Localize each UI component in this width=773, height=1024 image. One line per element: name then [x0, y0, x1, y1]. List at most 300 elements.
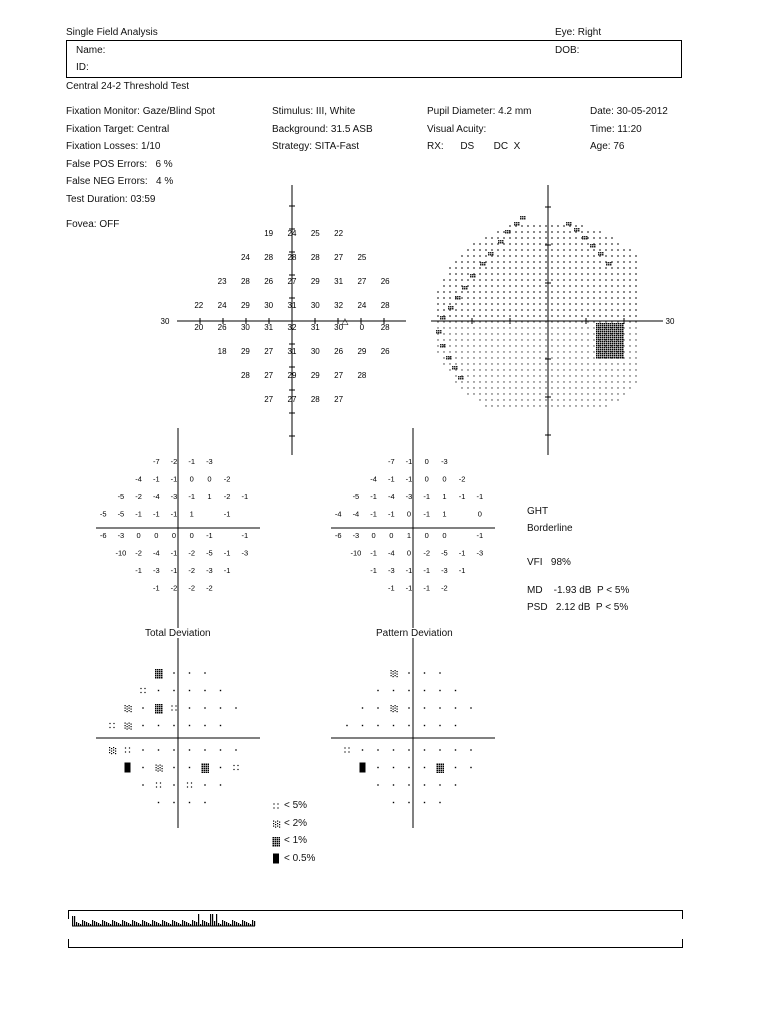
- grayscale-dot: [449, 279, 451, 281]
- symbol-normal: [220, 690, 221, 691]
- grayscale-blindspot: [614, 331, 616, 333]
- grayscale-dot: [527, 381, 528, 382]
- grayscale-dot: [551, 291, 553, 293]
- grayscale-dot: [551, 369, 552, 370]
- grayscale-blindspot: [618, 331, 620, 333]
- symbol-p1: [206, 772, 208, 774]
- grayscale-dot: [569, 303, 571, 305]
- grayscale-dot: [557, 291, 559, 293]
- total-deviation-value: -3: [206, 457, 213, 466]
- grayscale-hatch: [570, 222, 572, 224]
- symbol-p2: [397, 711, 398, 712]
- grayscale-dot: [551, 345, 552, 346]
- total-deviation-value: 1: [189, 509, 194, 519]
- grayscale-dot: [479, 393, 480, 394]
- grayscale-dot: [599, 381, 600, 382]
- threshold-value: 0: [359, 323, 365, 332]
- grayscale-dot: [575, 291, 577, 293]
- threshold-value: 27: [287, 395, 297, 404]
- grayscale-dot: [623, 303, 625, 305]
- grayscale-dot: [539, 399, 540, 400]
- grayscale-dot: [527, 315, 529, 317]
- threshold-value: 30: [240, 323, 250, 332]
- grayscale-dot: [563, 303, 565, 305]
- pattern-deviation-value: -1: [370, 509, 377, 519]
- grayscale-blindspot: [602, 333, 604, 335]
- grayscale-dot: [629, 285, 631, 287]
- grayscale-dot: [527, 399, 528, 400]
- grayscale-dot: [557, 261, 559, 263]
- grayscale-dot: [509, 273, 511, 275]
- grayscale-dot: [521, 261, 523, 263]
- grayscale-dot: [557, 231, 559, 233]
- grayscale-hatch: [456, 366, 458, 368]
- grayscale-dot: [497, 261, 499, 263]
- grayscale-dot: [473, 315, 475, 317]
- grayscale-dot: [599, 375, 600, 376]
- symbol-p1: [157, 704, 159, 706]
- grayscale-blindspot: [612, 357, 614, 359]
- grayscale-dot: [569, 405, 570, 406]
- grayscale-dot: [635, 345, 636, 346]
- grayscale-hatch: [516, 224, 518, 226]
- grayscale-dot: [515, 237, 517, 239]
- symbol-p5: [125, 751, 126, 752]
- grayscale-hatch: [505, 230, 507, 232]
- threshold-value: 29: [240, 347, 250, 356]
- grayscale-dot: [479, 345, 480, 346]
- symbol-normal: [408, 784, 409, 785]
- grayscale-blindspot: [616, 323, 618, 325]
- grayscale-dot: [581, 393, 582, 394]
- symbol-p2: [113, 747, 114, 748]
- grayscale-blindspot: [618, 339, 620, 341]
- grayscale-dot: [581, 249, 583, 251]
- grayscale-blindspot: [608, 357, 610, 359]
- grayscale-dot: [533, 291, 535, 293]
- grayscale-dot: [461, 339, 462, 340]
- grayscale-dot: [569, 357, 570, 358]
- threshold-value: 25: [357, 253, 367, 262]
- grayscale-blindspot: [608, 353, 610, 355]
- grayscale-dot: [551, 261, 553, 263]
- grayscale-dot: [575, 405, 576, 406]
- pattern-deviation-value: -3: [441, 566, 448, 575]
- grayscale-dot: [449, 369, 450, 370]
- grayscale-blindspot: [622, 339, 624, 341]
- symbol-p1: [273, 839, 275, 841]
- grayscale-dot: [551, 231, 553, 233]
- grayscale-dot: [473, 309, 475, 311]
- grayscale-dot: [581, 279, 583, 281]
- grayscale-dot: [515, 327, 516, 328]
- symbol-p2: [162, 766, 163, 767]
- ght-label: GHT: [527, 506, 549, 517]
- grayscale-dot: [605, 387, 606, 388]
- grayscale-blindspot: [604, 347, 606, 349]
- grayscale-dot: [467, 321, 468, 322]
- grayscale-dot: [587, 243, 589, 245]
- grayscale-blindspot: [620, 345, 622, 347]
- threshold-value: 26: [217, 323, 227, 332]
- grayscale-blindspot: [604, 337, 606, 339]
- grayscale-dot: [437, 339, 438, 340]
- grayscale-dot: [563, 315, 565, 317]
- grayscale-dot: [473, 381, 474, 382]
- symbol-normal: [408, 690, 409, 691]
- grayscale-dot: [569, 279, 571, 281]
- threshold-value: 27: [357, 277, 367, 286]
- grayscale-hatch: [460, 376, 462, 378]
- grayscale-dot: [593, 231, 595, 233]
- symbol-p5: [113, 723, 114, 724]
- grayscale-blindspot: [616, 327, 618, 329]
- symbol-p2: [160, 770, 161, 771]
- grayscale-dot: [635, 363, 636, 364]
- symbol-normal: [204, 802, 205, 803]
- grayscale-hatch: [442, 316, 444, 318]
- symbol-p1: [275, 845, 277, 847]
- symbol-normal: [362, 749, 363, 750]
- grayscale-blindspot: [602, 347, 604, 349]
- grayscale-blindspot: [614, 335, 616, 337]
- grayscale-dot: [467, 357, 468, 358]
- grayscale-dot: [515, 405, 516, 406]
- pattern-deviation-value: -1: [458, 548, 466, 558]
- symbol-p5: [125, 747, 126, 748]
- total-deviation-value: -2: [206, 583, 213, 593]
- grayscale-blindspot: [606, 355, 608, 357]
- grayscale-dot: [551, 237, 553, 239]
- grayscale-dot: [509, 363, 510, 364]
- grayscale-dot: [569, 375, 570, 376]
- grayscale-dot: [635, 369, 636, 370]
- grayscale-blindspot: [600, 349, 602, 351]
- id-label: ID:: [76, 62, 89, 73]
- grayscale-blindspot: [600, 341, 602, 343]
- grayscale-dot: [509, 351, 510, 352]
- symbol-p1: [157, 712, 159, 714]
- pattern-deviation-value: 0: [442, 531, 447, 540]
- grayscale-blindspot: [602, 325, 604, 327]
- symbol-p2: [395, 705, 396, 706]
- grayscale-dot: [437, 351, 438, 352]
- grayscale-dot: [623, 387, 624, 388]
- grayscale-blindspot: [614, 337, 616, 339]
- grayscale-blindspot: [618, 329, 620, 331]
- symbol-normal: [173, 749, 174, 750]
- grayscale-dot: [545, 261, 547, 263]
- grayscale-dot: [461, 273, 463, 275]
- grayscale-dot: [485, 285, 487, 287]
- grayscale-dot: [515, 261, 517, 263]
- grayscale-blindspot: [596, 323, 598, 325]
- grayscale-dot: [635, 255, 637, 257]
- grayscale-dot: [467, 387, 468, 388]
- symbol-p1: [443, 772, 445, 774]
- grayscale-blindspot: [598, 345, 600, 347]
- grayscale-dot: [533, 369, 534, 370]
- grayscale-dot: [437, 315, 439, 317]
- pattern-deviation-value: 0: [371, 531, 376, 540]
- grayscale-dot: [449, 327, 450, 328]
- grayscale-dot: [539, 279, 541, 281]
- grayscale-dot: [611, 381, 612, 382]
- symbol-p2: [125, 708, 126, 709]
- grayscale-dot: [623, 249, 625, 251]
- symbol-p2: [131, 729, 132, 730]
- grayscale-dot: [563, 249, 565, 251]
- symbol-p5: [156, 786, 157, 787]
- grayscale-dot: [599, 309, 601, 311]
- symbol-p1: [155, 708, 157, 710]
- grayscale-dot: [539, 405, 540, 406]
- grayscale-dot: [515, 387, 516, 388]
- symbol-p1: [279, 841, 281, 843]
- symbol-normal: [204, 690, 205, 691]
- grayscale-hatch: [492, 252, 494, 254]
- grayscale-dot: [617, 309, 619, 311]
- symbol-p2: [395, 673, 396, 674]
- symbol-p05: [273, 854, 279, 864]
- grayscale-dot: [545, 225, 547, 227]
- symbol-p2: [158, 771, 159, 772]
- threshold-value: 22: [334, 229, 344, 238]
- grayscale-hatch: [592, 244, 594, 246]
- grayscale-dot: [617, 267, 619, 269]
- grayscale-dot: [455, 273, 457, 275]
- grayscale-hatch: [444, 316, 446, 318]
- grayscale-dot: [521, 303, 523, 305]
- grayscale-dot: [623, 261, 625, 263]
- grayscale-dot: [569, 351, 570, 352]
- grayscale-dot: [485, 333, 486, 334]
- symbol-p1: [437, 768, 439, 770]
- grayscale-dot: [527, 321, 528, 322]
- threshold-value: 23: [217, 277, 227, 286]
- grayscale-dot: [593, 393, 594, 394]
- grayscale-dot: [437, 333, 438, 334]
- grayscale-dot: [575, 351, 576, 352]
- grayscale-dot: [551, 321, 552, 322]
- symbol-p5: [129, 751, 130, 752]
- grayscale-dot: [539, 303, 541, 305]
- grayscale-blindspot: [608, 327, 610, 329]
- grayscale-dot: [629, 363, 630, 364]
- symbol-p2: [395, 670, 396, 671]
- grayscale-dot: [587, 249, 589, 251]
- grayscale-dot: [449, 315, 451, 317]
- symbol-normal: [204, 725, 205, 726]
- symbol-p2: [129, 725, 130, 726]
- grayscale-dot: [575, 387, 576, 388]
- pattern-deviation-value: -1: [458, 492, 466, 501]
- grayscale-dot: [455, 309, 457, 311]
- grayscale-blindspot: [596, 335, 598, 337]
- grayscale-dot: [557, 321, 558, 322]
- symbol-normal: [424, 784, 425, 785]
- grayscale-dot: [485, 357, 486, 358]
- symbol-normal: [158, 690, 159, 691]
- grayscale-dot: [593, 351, 594, 352]
- grayscale-dot: [587, 267, 589, 269]
- grayscale-hatch: [524, 218, 526, 220]
- grayscale-dot: [533, 345, 534, 346]
- grayscale-dot: [629, 375, 630, 376]
- grayscale-dot: [467, 249, 469, 251]
- grayscale-dot: [611, 237, 613, 239]
- symbol-p2: [131, 709, 132, 710]
- grayscale-blindspot: [622, 355, 624, 357]
- grayscale-dot: [485, 249, 487, 251]
- grayscale-dot: [545, 255, 547, 257]
- grayscale-dot: [479, 267, 481, 269]
- grayscale-dot: [521, 297, 523, 299]
- grayscale-blindspot: [600, 357, 602, 359]
- grayscale-blindspot: [596, 339, 598, 341]
- grayscale-dot: [551, 303, 553, 305]
- grayscale-dot: [473, 255, 475, 257]
- total-deviation-value: -3: [241, 548, 249, 558]
- grayscale-dot: [611, 321, 612, 322]
- symbol-p2: [109, 752, 110, 753]
- grayscale-blindspot: [610, 343, 612, 345]
- grayscale-dot: [617, 315, 619, 317]
- grayscale-dot: [491, 387, 492, 388]
- grayscale-dot: [557, 399, 558, 400]
- pattern-deviation-value: -3: [405, 492, 413, 501]
- grayscale-dot: [479, 315, 481, 317]
- grayscale-dot: [593, 387, 594, 388]
- grayscale-dot: [587, 387, 588, 388]
- grayscale-dot: [545, 375, 546, 376]
- grayscale-dot: [545, 333, 546, 334]
- symbol-p2: [129, 710, 130, 711]
- grayscale-dot: [461, 345, 462, 346]
- grayscale-blindspot: [616, 341, 618, 343]
- grayscale-blindspot: [600, 351, 602, 353]
- threshold-value: 24: [240, 253, 250, 262]
- grayscale-dot: [443, 339, 444, 340]
- symbol-normal: [439, 749, 440, 750]
- grayscale-dot: [479, 291, 481, 293]
- symbol-normal: [204, 672, 205, 673]
- grayscale-blindspot: [618, 349, 620, 351]
- grayscale-dot: [569, 273, 571, 275]
- grayscale-dot: [521, 309, 523, 311]
- grayscale-dot: [521, 279, 523, 281]
- threshold-value: 27: [287, 277, 297, 286]
- symbol-p5: [187, 786, 188, 787]
- grayscale-blindspot: [612, 333, 614, 335]
- symbol-p1: [437, 764, 439, 766]
- grayscale-dot: [473, 393, 474, 394]
- grayscale-dot: [461, 387, 462, 388]
- grayscale-hatch: [440, 344, 442, 346]
- grayscale-hatch: [444, 346, 446, 348]
- grayscale-dot: [551, 333, 552, 334]
- grayscale-blindspot: [616, 347, 618, 349]
- grayscale-dot: [533, 297, 535, 299]
- grayscale-blindspot: [610, 345, 612, 347]
- grayscale-dot: [575, 381, 576, 382]
- grayscale-hatch: [602, 252, 604, 254]
- grayscale-dot: [503, 345, 504, 346]
- pattern-deviation-value: -4: [387, 492, 395, 501]
- grayscale-dot: [539, 255, 541, 257]
- grayscale-hatch: [440, 330, 442, 332]
- grayscale-dot: [629, 273, 631, 275]
- threshold-value: 30: [264, 301, 274, 310]
- symbol-p1: [157, 669, 159, 671]
- grayscale-blindspot: [598, 327, 600, 329]
- symbol-p1: [155, 712, 157, 714]
- grayscale-dot: [533, 375, 534, 376]
- grayscale-dot: [539, 309, 541, 311]
- grayscale-blindspot: [616, 333, 618, 335]
- grayscale-dot: [587, 357, 588, 358]
- grayscale-blindspot: [602, 329, 604, 331]
- grayscale-dot: [605, 375, 606, 376]
- grayscale-dot: [491, 393, 492, 394]
- grayscale-dot: [587, 393, 588, 394]
- threshold-value: 29: [357, 347, 367, 356]
- symbol-p1: [161, 669, 163, 671]
- symbol-p5: [113, 727, 114, 728]
- param-col1-6: Fovea: OFF: [66, 219, 120, 230]
- grayscale-dot: [467, 279, 469, 281]
- symbol-normal: [439, 802, 440, 803]
- grayscale-blindspot: [614, 325, 616, 327]
- grayscale-dot: [527, 375, 528, 376]
- grayscale-blindspot: [616, 351, 618, 353]
- total-deviation-value: -1: [170, 566, 178, 575]
- symbol-p5: [144, 688, 145, 689]
- grayscale-dot: [617, 297, 619, 299]
- grayscale-dot: [557, 267, 559, 269]
- grayscale-dot: [533, 327, 534, 328]
- grayscale-dot: [593, 261, 595, 263]
- grayscale-dot: [593, 405, 594, 406]
- grayscale-hatch: [514, 222, 516, 224]
- grayscale-dot: [527, 405, 528, 406]
- legend-symbol-3: [273, 854, 279, 864]
- grayscale-dot: [485, 279, 487, 281]
- grayscale-dot: [593, 237, 595, 239]
- grayscale-dot: [467, 393, 468, 394]
- grayscale-blindspot: [602, 355, 604, 357]
- grayscale-blindspot: [622, 343, 624, 345]
- grayscale-dot: [575, 375, 576, 376]
- grayscale-dot: [551, 327, 552, 328]
- grayscale-hatch: [470, 276, 472, 278]
- grayscale-dot: [563, 291, 565, 293]
- total-deviation-label: Total Deviation: [145, 628, 211, 639]
- grayscale-dot: [455, 279, 457, 281]
- grayscale-dot: [563, 261, 565, 263]
- symbol-p2: [393, 709, 394, 710]
- grayscale-dot: [587, 291, 589, 293]
- grayscale-dot: [521, 243, 523, 245]
- grayscale-dot: [509, 225, 511, 227]
- grayscale-dot: [515, 321, 516, 322]
- grayscale-blindspot: [596, 325, 598, 327]
- grayscale-dot: [551, 363, 552, 364]
- symbol-p1: [161, 710, 163, 712]
- grayscale-dot: [599, 393, 600, 394]
- symbol-p1: [441, 770, 443, 772]
- symbol-p1: [275, 841, 277, 843]
